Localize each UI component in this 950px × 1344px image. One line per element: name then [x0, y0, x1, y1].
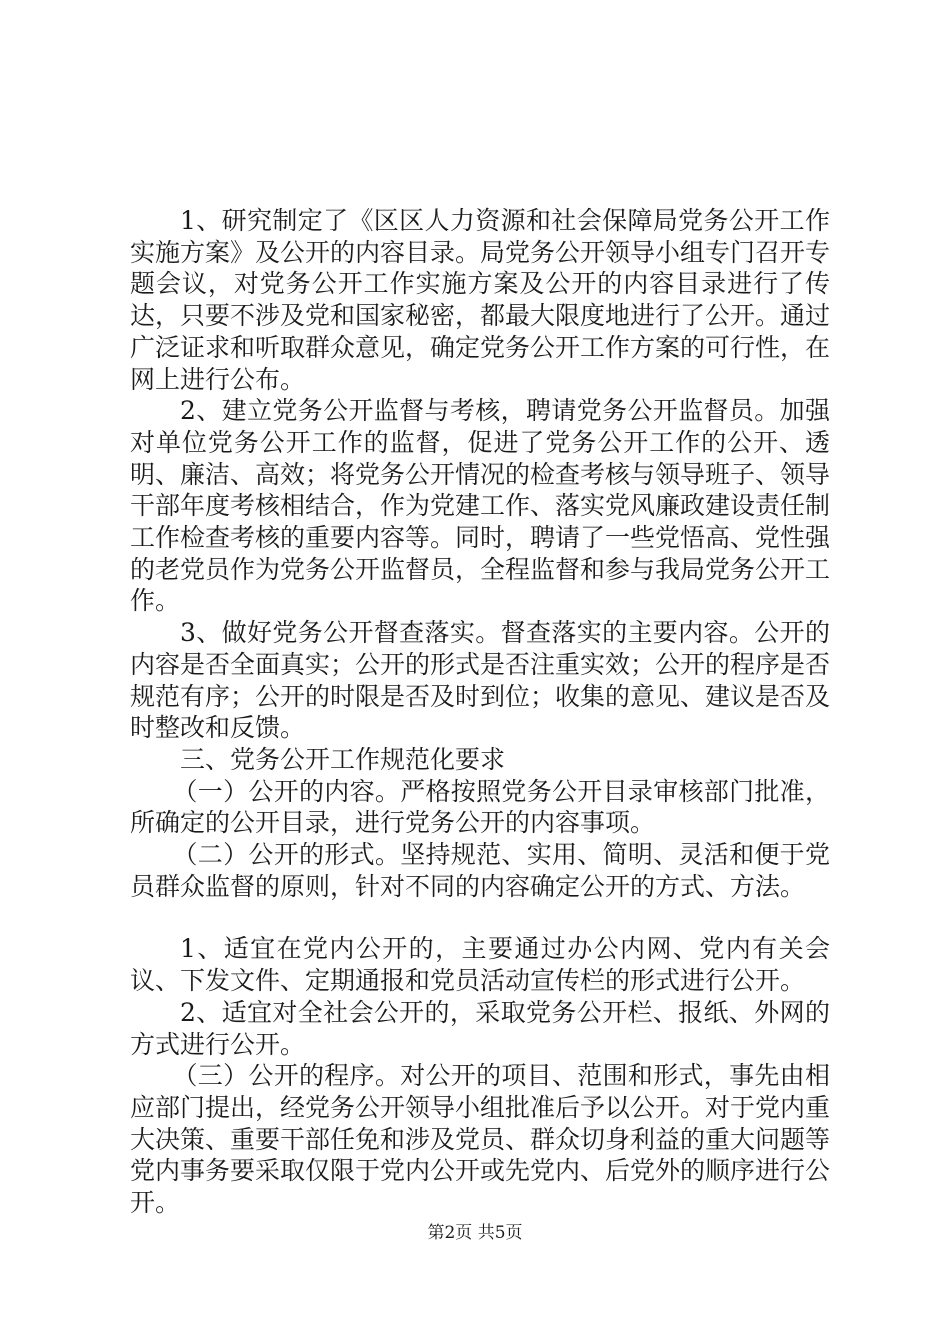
section-heading: 三、党务公开工作规范化要求 [180, 744, 506, 774]
paragraph-procedure: （三）公开的程序。对公开的项目、范围和形式，事先由相应部门提出，经党务公开领导小组批准后予以公开。对于党内重大决策、重要干部任免和涉及党员、群众切身利益的重大问题等党内事务要采取仅限于党内公开或先党内、后党外的顺序进行公开。 [130, 1061, 831, 1218]
paragraph-2: 2、建立党务公开监督与考核，聘请党务公开监督员。加强对单位党务公开工作的监督，促进了党务公开工作的公开、透明、廉洁、高效；将党务公开情况的检查考核与领导班子、领导干部年度考核相结合，作为党建工作、落实党风廉政建设责任制工作检查考核的重要内容等。同时，聘请了一些党悟高、党性强的老党员作为党务公开监督员，全程监督和参与我局党务公开工作。 [130, 396, 831, 616]
paragraph-form-1: 1、适宜在党内公开的，主要通过办公内网、党内有关会议、下发文件、定期通报和党员活动宣传栏的形式进行公开。 [130, 934, 830, 996]
blank-line [130, 902, 830, 933]
document-body [130, 205, 830, 1219]
page-footer: 第2页 共5页 [427, 1223, 523, 1243]
paragraph-form: （二）公开的形式。坚持规范、实用、简明、灵活和便于党员群众监督的原则，针对不同的内容确定公开的方式、方法。 [130, 840, 830, 901]
paragraph-content: （一）公开的内容。严格按照党务公开目录审核部门批准，所确定的公开目录，进行党务公开的内容事项。 [130, 776, 830, 838]
paragraph-3: 3、做好党务公开督查落实。督查落实的主要内容。公开的内容是否全面真实；公开的形式是否注重实效；公开的程序是否规范有序；公开的时限是否及时到位；收集的意见、建议是否及时整改和反馈。 [130, 618, 831, 743]
paragraph-1: 1、研究制定了《区区人力资源和社会保障局党务公开工作实施方案》及公开的内容目录。局党务公开领导小组专门召开专题会议，对党务公开工作实施方案及公开的内容目录进行了传达，只要不涉及党和国家秘密，都最大限度地进行了公开。通过广泛证求和听取群众意见，确定党务公开工作方案的可行性，在网上进行公布。 [130, 206, 831, 394]
paragraph-form-2: 2、适宜对全社会公开的，采取党务公开栏、报纸、外网的方式进行公开。 [130, 997, 830, 1059]
